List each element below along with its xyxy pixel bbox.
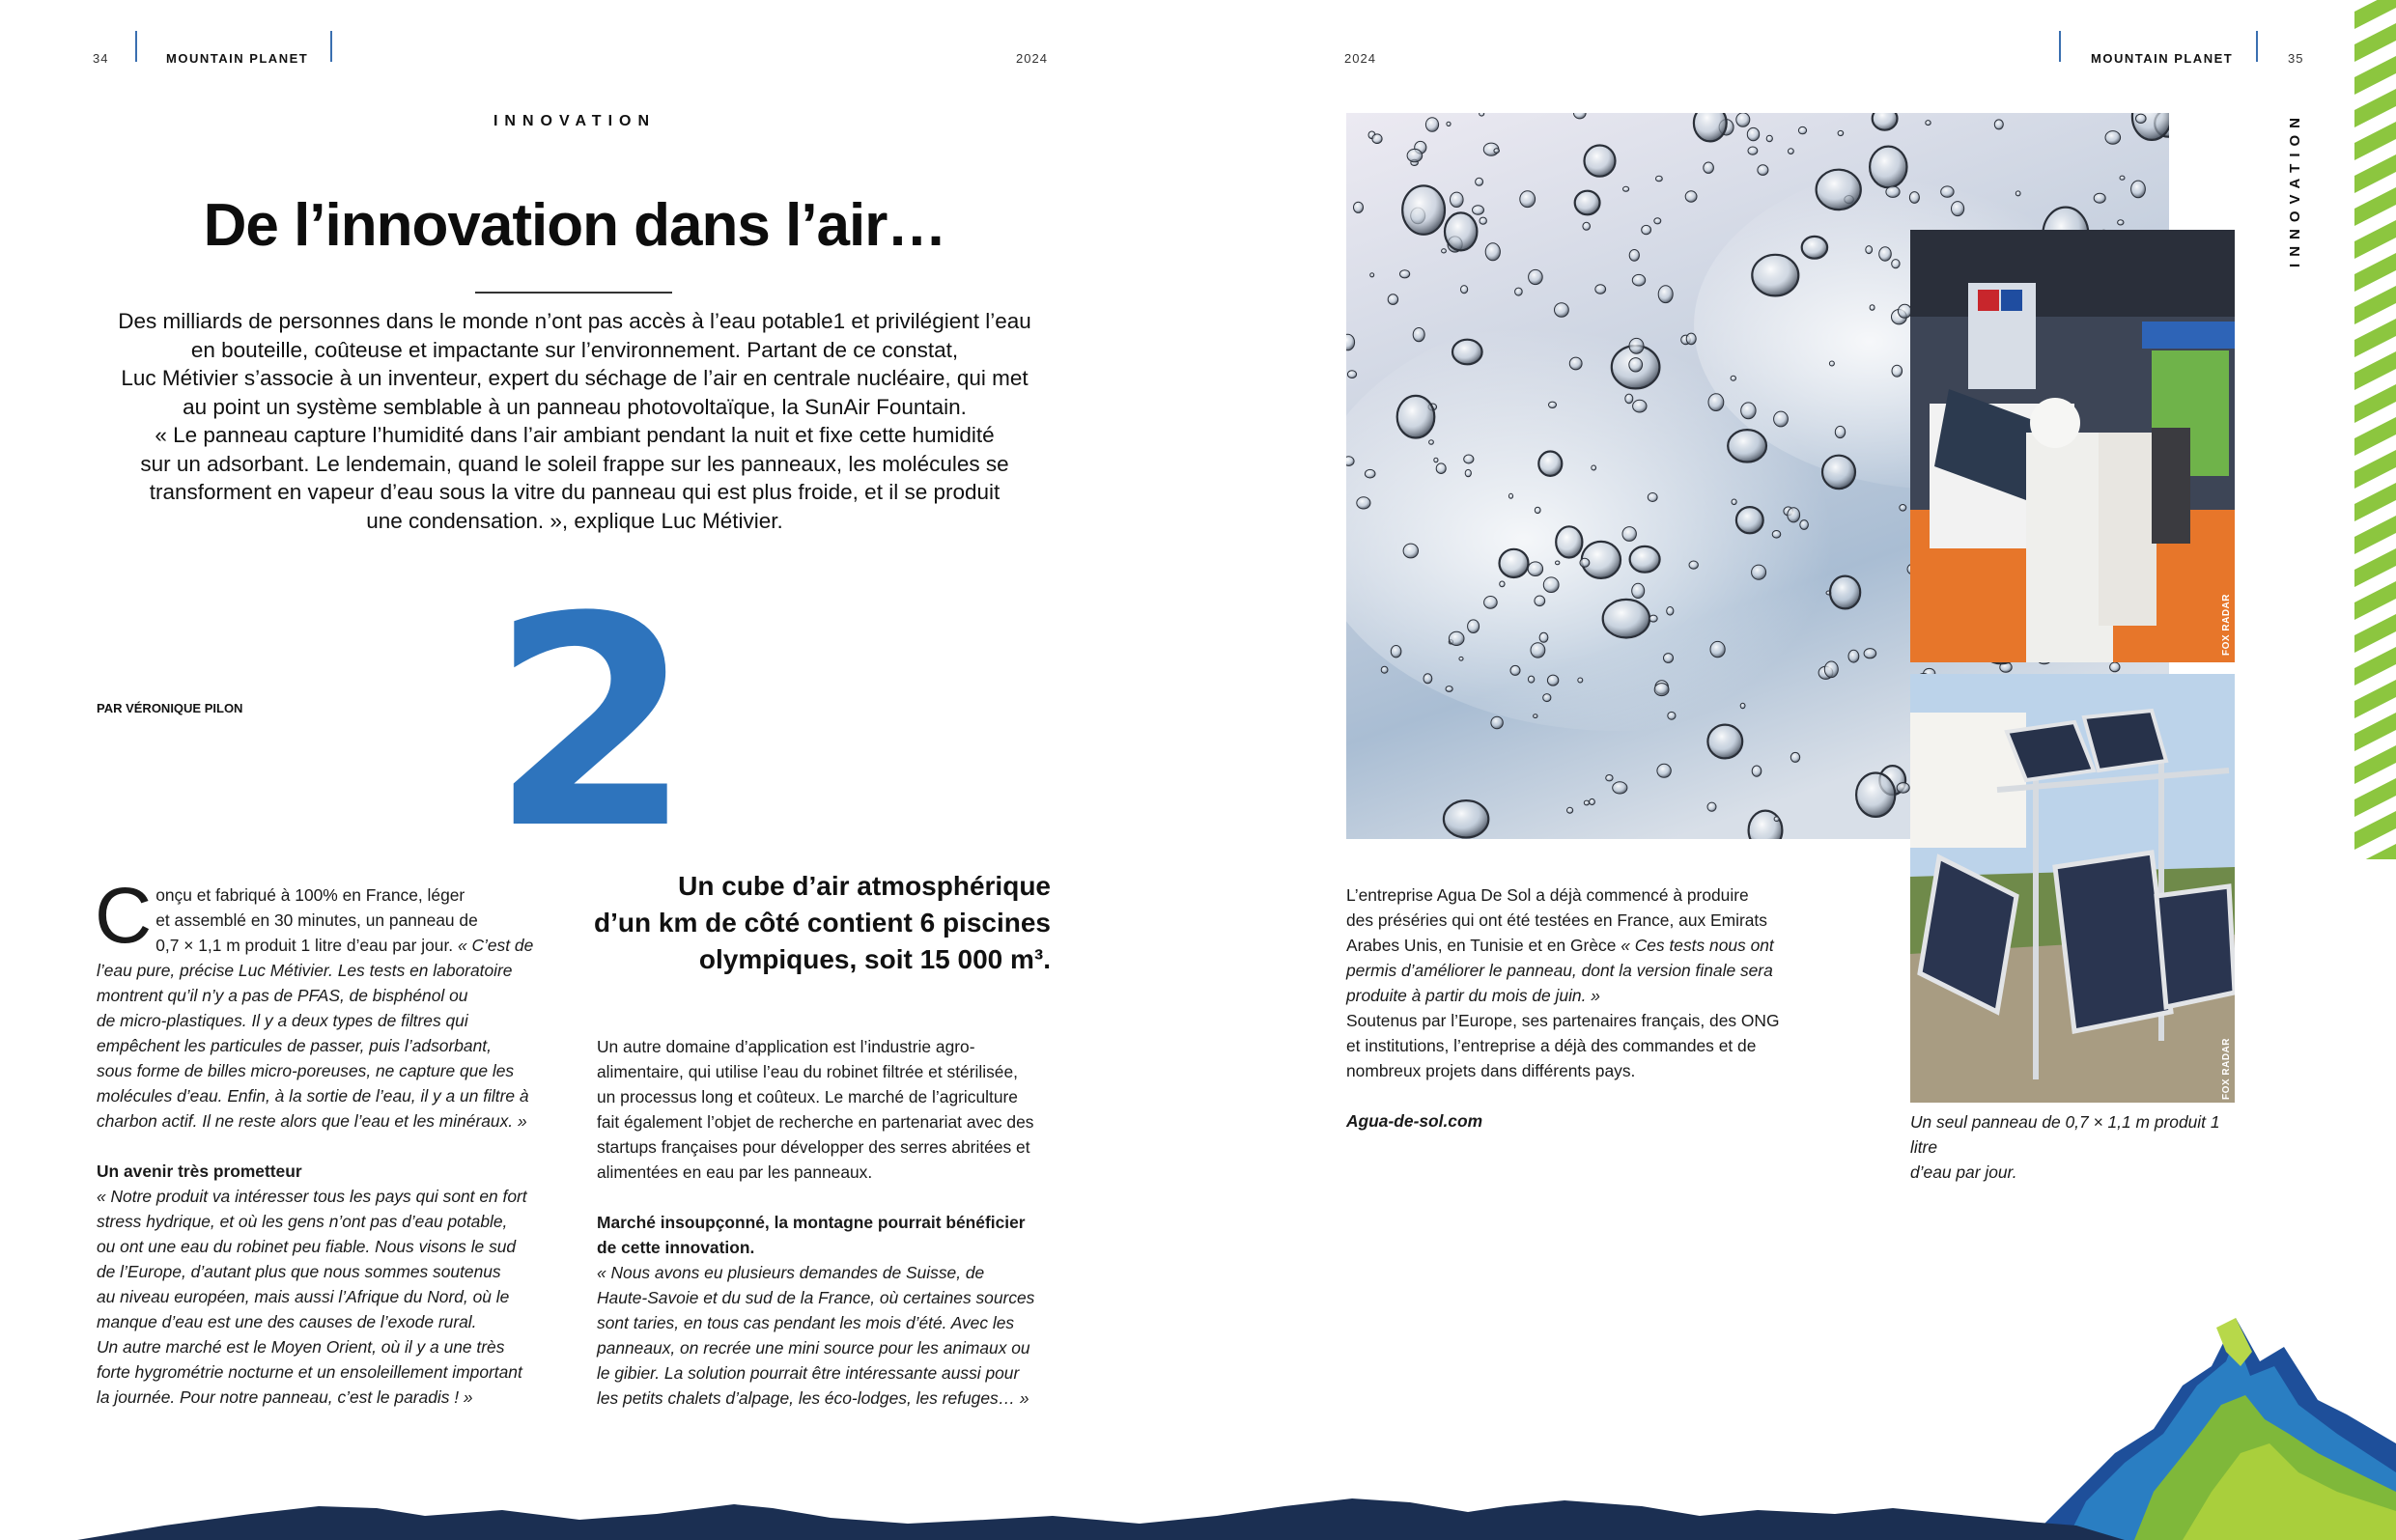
water-droplet (2110, 662, 2120, 672)
water-droplet (1534, 714, 1537, 718)
water-droplet (1578, 678, 1583, 683)
water-droplet (1567, 807, 1573, 813)
chevron-stripe (2354, 384, 2396, 423)
water-droplet (1397, 396, 1435, 438)
subheading: Un avenir très prometteur (97, 1162, 302, 1181)
water-droplet (1748, 147, 1758, 154)
water-droplet (1632, 583, 1645, 598)
header-divider (135, 31, 137, 62)
water-droplet (1413, 328, 1424, 342)
water-droplet (1528, 676, 1534, 683)
page-number-left: 34 (93, 51, 109, 66)
chevron-stripe (2354, 220, 2396, 259)
water-droplet (1549, 402, 1557, 407)
water-droplet (1774, 817, 1779, 822)
water-droplet (1606, 775, 1613, 781)
water-droplet (1520, 191, 1536, 208)
water-droplet (1648, 493, 1657, 502)
section-kicker: INNOVATION (493, 113, 657, 129)
water-droplet (1664, 654, 1674, 663)
water-droplet (1535, 507, 1540, 513)
water-droplet (1444, 800, 1488, 837)
water-droplet (1658, 286, 1673, 303)
water-droplet (1994, 120, 2003, 129)
water-droplet (1736, 113, 1750, 126)
water-droplet (1583, 222, 1591, 230)
water-droplet (1630, 546, 1660, 573)
chevron-stripe (2354, 516, 2396, 554)
water-droplet (1707, 725, 1742, 759)
water-droplet (1704, 162, 1714, 173)
water-droplet (1752, 255, 1798, 296)
water-droplet (1623, 186, 1629, 191)
water-droplet (1629, 338, 1644, 353)
water-droplet (1447, 122, 1451, 126)
water-droplet (1584, 800, 1589, 805)
water-droplet (1365, 469, 1375, 478)
water-droplet (1528, 562, 1542, 576)
water-droplet (1445, 212, 1477, 250)
water-droplet (1381, 666, 1388, 673)
water-droplet (1694, 113, 1727, 141)
water-droplet (1774, 411, 1789, 427)
article-column-2: Un autre domaine d’application est l’industrie agro- alimentaire, qui utilise l’eau du robinet filtrée et stérilisée, un processus long et coûteux. Le marché de l’agriculture fait également l’objet de recherche en partenariat avec des startups françaises pour développer des serres abritées et alimentées en eau par les panneaux. Marché insoupçonné, la montagne pourrait bénéficier de cette innovation. « Nous avons eu plusieurs demandes de Suisse, de Haute-Savoie et du sud de la France, où certaines sources sont taries, en tous cas pendant les mois d’été. Avec les panneaux, on recrée une mini source pour les animaux ou le gibier. La solution pourrait être intéressante aussi pour les petits chalets d’alpage, les éco-lodges, les refuges… » (597, 1034, 1060, 1411)
water-droplet (1772, 531, 1781, 539)
water-droplet (1436, 463, 1446, 474)
water-droplet (1788, 508, 1800, 522)
water-droplet (1740, 703, 1745, 708)
water-droplet (1515, 288, 1523, 295)
water-droplet (1555, 303, 1569, 317)
water-droplet (1649, 615, 1657, 622)
water-droplet (1829, 361, 1834, 366)
water-droplet (1873, 113, 1898, 130)
side-section-label: INNOVATION (2287, 111, 2303, 267)
water-droplet (1892, 365, 1903, 377)
chevron-stripe (2354, 56, 2396, 95)
water-droplet (1689, 561, 1698, 569)
water-droplet (1442, 249, 1447, 253)
water-droplet (2015, 191, 2020, 196)
water-droplet (2136, 114, 2147, 123)
water-droplet (1835, 426, 1845, 437)
water-droplet (1654, 684, 1669, 696)
water-droplet (1802, 237, 1827, 259)
water-droplet (1580, 558, 1590, 567)
water-droplet (1480, 217, 1486, 224)
water-droplet (1798, 126, 1806, 133)
article-column-1: C onçu et fabriqué à 100% en France, léger et assemblé en 30 minutes, un panneau de 0,7 × 1,1 m produit 1 litre d’eau par jour. « C’est de l’eau pure, précise Luc Métivier. Les tests en laboratoire montrent qu’il n’y a pas de PFAS, de bisphénol ou de micro-plastiques. Il y a deux types de filtres qui empêchent les particules de passer, puis l’adsorbant, sous forme de billes micro-poreuses, ne capture que les molécules d’eau. Enfin, à la sortie de l’eau, il y a un filtre à charbon actif. Il ne reste alors que l’eau et les minéraux. » Un avenir très prometteur « Notre produit va intéresser tous les pays qui sont en fort stress hydrique, et où les gens n’ont pas d’eau potable, ou ont une eau du robinet peu fiable. Nous visons le sud de l’Europe, d’autant plus que nous sommes soutenus au niveau européen, mais aussi l’Afrique du Nord, où le manque d’eau est une des causes de l’exode rural. Un autre marché est le Moyen Orient, où il y a une très forte hygrométrie nocturne et un ensoleillement important la journée. Pour notre panneau, c’est le paradis ! » (97, 882, 560, 1410)
water-droplet (1741, 403, 1756, 419)
water-droplet (1789, 149, 1794, 154)
chevron-stripe (2354, 647, 2396, 686)
water-droplet (1354, 202, 1364, 212)
water-droplet (1629, 250, 1639, 262)
header-divider (2256, 31, 2258, 62)
water-droplet (1747, 127, 1759, 140)
right-page-text: L’entreprise Agua De Sol a déjà commencé à produire des préséries qui ont été testées en France, aux Emirats Arabes Unis, en Tunisie et en Grèce « Ces tests nous ont permis d’améliorer le panneau, dont la version finale sera produite à partir du mois de juin. » Soutenus par l’Europe, ses partenaires français, des ONG et institutions, l’entreprise a déjà des commandes et de nombreux projets dans différents pays. Agua-de-sol.com (1346, 882, 1848, 1134)
water-droplet (1926, 121, 1931, 126)
chevron-stripe (2354, 23, 2396, 62)
pull-quote: Un cube d’air atmosphérique d’un km de côté contient 6 piscines olympiques, soit 15 000 m³. (594, 871, 1051, 974)
chevron-stripe (2354, 745, 2396, 784)
water-droplet (1749, 811, 1783, 839)
water-droplet (1407, 149, 1423, 161)
water-droplet (1633, 400, 1647, 412)
water-droplet (1728, 430, 1766, 462)
water-droplet (1425, 118, 1438, 132)
water-droplet (1900, 505, 1906, 512)
water-droplet (1941, 186, 1954, 197)
photo-credit: FOX RADAR (2221, 1038, 2232, 1100)
water-droplet (1879, 247, 1892, 261)
water-droplet (1547, 675, 1558, 686)
water-droplet (1452, 340, 1482, 365)
water-droplet (1402, 185, 1445, 234)
water-droplet (1590, 798, 1595, 804)
water-droplet (1539, 632, 1548, 642)
year-left: 2024 (1016, 51, 1048, 66)
water-droplet (1464, 455, 1474, 463)
water-droplet (1752, 766, 1762, 776)
water-droplet (2120, 176, 2125, 180)
big-number: 2 (491, 555, 692, 892)
water-droplet (1508, 493, 1512, 498)
water-droplet (1484, 597, 1498, 609)
water-droplet (1909, 192, 1919, 204)
website-link[interactable]: Agua-de-sol.com (1346, 1111, 1483, 1131)
water-droplet (1434, 458, 1438, 462)
chevron-stripe (2354, 450, 2396, 489)
water-droplet (1708, 394, 1724, 411)
byline: PAR VÉRONIQUE PILON (97, 701, 243, 715)
water-droplet (1822, 456, 1855, 489)
chevron-stripe (2354, 811, 2396, 850)
water-droplet (1476, 178, 1483, 185)
water-droplet (1685, 191, 1697, 202)
water-droplet (1870, 147, 1906, 188)
water-droplet (1347, 371, 1356, 378)
water-droplet (1952, 202, 1964, 216)
water-droplet (1468, 620, 1480, 633)
water-droplet (1429, 440, 1434, 445)
water-droplet (1667, 607, 1674, 616)
water-droplet (1657, 764, 1671, 777)
water-droplet (1642, 225, 1651, 234)
chevron-stripe (2354, 483, 2396, 521)
chevron-stripe (2354, 89, 2396, 127)
water-droplet (1531, 643, 1545, 658)
water-droplet (2094, 193, 2105, 203)
water-droplet (1800, 520, 1809, 530)
water-droplet (1459, 657, 1463, 660)
mountain-silhouette-footer (0, 1487, 2396, 1540)
chevron-stripe (2354, 581, 2396, 620)
water-droplet (1473, 206, 1484, 215)
water-droplet (1535, 596, 1545, 606)
water-droplet (1613, 782, 1627, 794)
chevron-stripe (2354, 253, 2396, 292)
water-droplet (1556, 526, 1582, 557)
water-droplet (1400, 270, 1410, 278)
water-droplet (1817, 170, 1861, 210)
water-droplet (1451, 192, 1464, 207)
water-droplet (1480, 113, 1484, 116)
water-droplet (1752, 565, 1766, 579)
chevron-stripe (2354, 680, 2396, 718)
chevron-stripe (2354, 417, 2396, 456)
water-droplet (1461, 286, 1468, 294)
chevron-stripe (2354, 122, 2396, 160)
chevron-stripe (2354, 319, 2396, 357)
water-droplet (1595, 285, 1606, 294)
page-number-right: 35 (2288, 51, 2304, 66)
water-droplet (1870, 305, 1875, 311)
magazine-name-right: MOUNTAIN PLANET (2091, 51, 2234, 66)
water-droplet (1622, 527, 1636, 542)
water-droplet (1388, 294, 1397, 305)
water-droplet (1856, 773, 1895, 817)
subheading: Marché insoupçonné, la montagne pourrait bénéficier (597, 1213, 1026, 1232)
water-droplet (1864, 649, 1876, 658)
water-droplet (1629, 358, 1643, 372)
water-droplet (1790, 752, 1799, 762)
chevron-stripe (2354, 713, 2396, 751)
water-droplet (1446, 686, 1452, 692)
water-droplet (1731, 376, 1735, 380)
water-droplet (1556, 561, 1560, 565)
water-droplet (1736, 507, 1763, 533)
header-divider (330, 31, 332, 62)
water-droplet (1625, 394, 1633, 404)
water-droplet (1485, 243, 1500, 261)
solar-panels-photo (1910, 674, 2235, 1103)
water-droplet (1403, 544, 1418, 558)
water-droplet (1656, 176, 1663, 182)
water-droplet (1575, 191, 1600, 215)
water-droplet (1500, 549, 1529, 577)
water-droplet (1668, 712, 1676, 719)
water-droplet (1592, 465, 1596, 470)
water-droplet (1370, 273, 1374, 277)
water-droplet (1886, 186, 1900, 197)
water-droplet (1391, 646, 1401, 658)
water-droplet (1758, 165, 1768, 176)
water-droplet (1372, 134, 1382, 144)
chevron-stripe (2354, 351, 2396, 390)
article-title: De l’innovation dans l’air… (203, 192, 946, 259)
water-droplet (1510, 665, 1520, 675)
chevron-strip (2354, 0, 2396, 859)
chevron-stripe (2354, 187, 2396, 226)
water-droplet (1491, 716, 1503, 729)
water-droplet (1585, 146, 1616, 177)
chevron-stripe (2354, 614, 2396, 653)
water-droplet (1892, 260, 1900, 268)
title-rule (475, 292, 672, 294)
chevron-stripe (2354, 0, 2396, 29)
water-droplet (1569, 357, 1582, 370)
header-divider (2059, 31, 2061, 62)
water-droplet (2105, 131, 2121, 145)
water-droplet (1766, 135, 1772, 142)
water-droplet (1848, 650, 1859, 662)
photo-caption: Un seul panneau de 0,7 × 1,1 m produit 1 litre d’eau par jour. (1910, 1112, 2220, 1182)
water-droplet (1866, 246, 1873, 254)
water-droplet (1500, 581, 1505, 587)
water-droplet (1538, 452, 1562, 476)
water-droplet (1830, 576, 1860, 609)
water-droplet (1654, 218, 1661, 224)
water-droplet (1465, 469, 1471, 476)
water-droplet (1897, 783, 1909, 794)
water-droplet (1710, 641, 1725, 657)
water-droplet (1529, 269, 1543, 284)
water-droplet (2131, 181, 2146, 198)
intro-paragraph: Des milliards de personnes dans le monde n’ont pas accès à l’eau potable1 et privilégient l’eau en bouteille, coûteuse et impactante sur l’environnement. Partant de ce constat, Luc Métivier s’associe à un inventeur, expert du séchage de l’air en centrale nucléaire, qui met au point un système semblable à un panneau photovoltaïque, la SunAir Fountain. « Le panneau capture l’humidité dans l’air ambiant pendant la nuit et fixe cette humidité sur un adsorbant. Le lendemain, quand le soleil frappe sur les panneaux, les molécules se transforment en vapeur d’eau sous la vitre du panneau qui est plus froide, et il se produit une condensation. », explique Luc Métivier. (118, 309, 1031, 533)
water-droplet (1707, 802, 1716, 811)
drop-cap: C (95, 872, 153, 960)
water-droplet (1357, 497, 1370, 509)
water-droplet (1732, 499, 1736, 505)
chevron-stripe (2354, 548, 2396, 587)
water-droplet (1449, 631, 1464, 645)
photo-credit: FOX RADAR (2221, 594, 2232, 656)
water-droplet (2118, 220, 2124, 225)
water-droplet (1346, 457, 1354, 466)
chevron-stripe (2354, 778, 2396, 817)
water-droplet (1543, 577, 1559, 593)
chevron-stripe (2354, 286, 2396, 324)
water-droplet (1424, 674, 1432, 684)
magazine-name-left: MOUNTAIN PLANET (166, 51, 309, 66)
water-droplet (1824, 661, 1838, 678)
water-droplet (1543, 694, 1551, 702)
chevron-stripe (2354, 154, 2396, 193)
expo-booth-photo (1910, 230, 2235, 662)
water-droplet (1838, 130, 1844, 135)
water-droplet (1603, 600, 1649, 638)
water-droplet (1686, 333, 1696, 345)
year-right: 2024 (1344, 51, 1376, 66)
water-droplet (1632, 274, 1645, 286)
water-droplet (1494, 149, 1500, 154)
